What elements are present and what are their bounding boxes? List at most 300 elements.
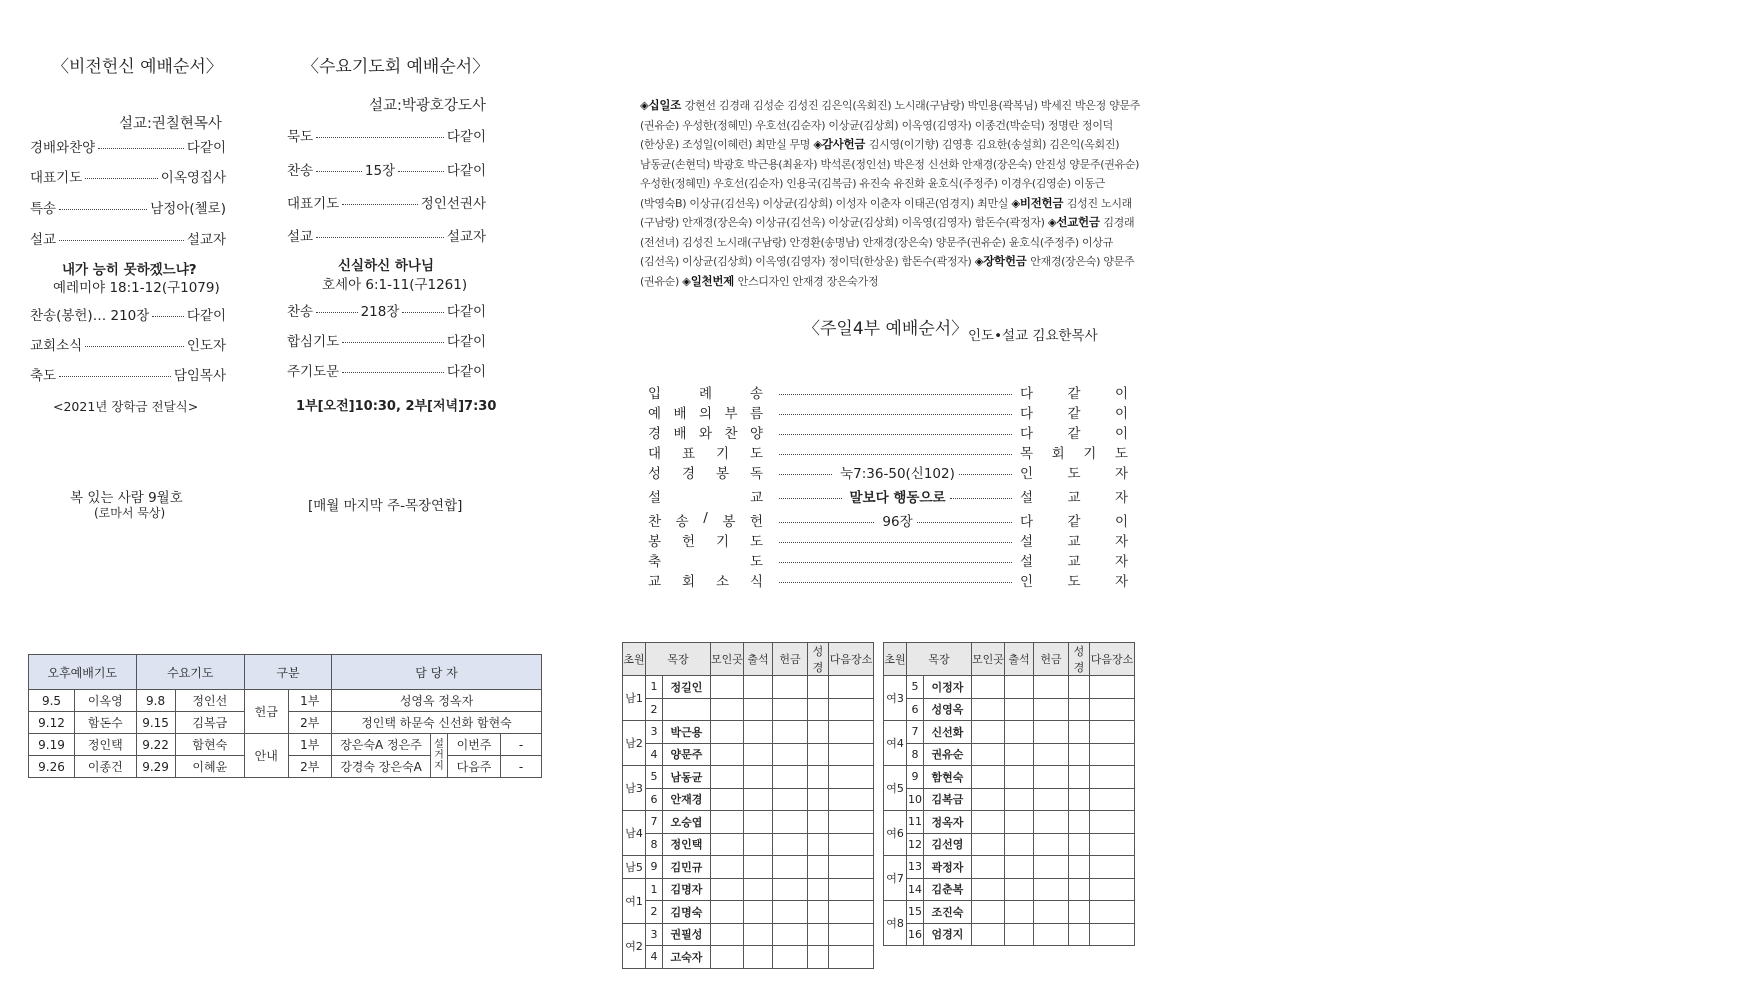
empty-cell[interactable] — [711, 923, 744, 946]
empty-cell[interactable] — [829, 698, 874, 721]
cell-number: 6 — [907, 698, 924, 721]
sunday4-item-label — [648, 382, 763, 402]
table-row — [884, 923, 1135, 946]
empty-cell[interactable] — [1090, 923, 1135, 946]
empty-cell[interactable] — [711, 878, 744, 901]
vision-item: 대표기도 이옥영집사 — [30, 170, 226, 186]
sunday4-item-detail: 96장 — [882, 514, 913, 530]
label-char: 헌 — [681, 534, 696, 550]
label-char: 의 — [698, 406, 713, 422]
table-row — [884, 766, 1135, 789]
empty-cell[interactable] — [1069, 743, 1090, 766]
sunday4-item-value — [1020, 570, 1128, 590]
empty-cell[interactable] — [808, 878, 829, 901]
empty-cell[interactable] — [773, 923, 808, 946]
wednesday-sermon-title: 신실하신 하나님 — [338, 258, 434, 274]
sunday4-item — [648, 487, 1128, 505]
group-header: 모인곳 — [711, 643, 744, 676]
sunday4-leader: 인도•설교 김요한목사 — [968, 328, 1098, 344]
label-char: 기 — [715, 534, 730, 550]
empty-cell[interactable] — [711, 946, 744, 969]
empty-cell[interactable] — [1005, 676, 1034, 699]
empty-cell[interactable] — [1005, 698, 1034, 721]
empty-cell[interactable] — [744, 833, 773, 856]
label-char: 대 — [648, 446, 662, 462]
empty-cell[interactable] — [711, 743, 744, 766]
wednesday-title: 〈수요기도회 예배순서〉 — [302, 57, 490, 77]
table-row — [884, 743, 1135, 766]
sunday4-item-value — [1020, 422, 1128, 442]
offering-category: ◈십일조 — [640, 98, 685, 112]
empty-cell[interactable] — [1034, 878, 1069, 901]
empty-cell[interactable] — [1090, 721, 1135, 744]
empty-cell[interactable] — [744, 698, 773, 721]
label-char: 설 — [648, 490, 662, 506]
empty-cell[interactable] — [1005, 721, 1034, 744]
empty-cell[interactable] — [1005, 833, 1034, 856]
cell-leader: 박근용 — [663, 721, 711, 744]
label-char: 소 — [715, 574, 730, 590]
table-row — [884, 833, 1135, 856]
cell-number: 15 — [907, 901, 924, 924]
empty-cell[interactable] — [829, 878, 874, 901]
sunday4-item-label — [648, 422, 763, 442]
cell-number: 1 — [646, 676, 663, 699]
empty-cell[interactable] — [1005, 901, 1034, 924]
offering-category: ◈장학헌금 — [974, 254, 1031, 268]
label-char: 헌 — [749, 514, 763, 530]
empty-cell[interactable] — [1005, 856, 1034, 879]
sunday4-item-label — [648, 530, 763, 550]
empty-cell[interactable] — [773, 766, 808, 789]
wednesday-item: 설교 설교자 — [287, 229, 486, 245]
sunday4-item-value — [1020, 510, 1128, 530]
group-header: 다음장소 — [1090, 643, 1135, 676]
empty-cell[interactable] — [773, 856, 808, 879]
label-char: 입 — [648, 386, 662, 402]
empty-cell[interactable] — [972, 721, 1005, 744]
sunday4-item-label — [648, 486, 763, 506]
empty-cell[interactable] — [808, 676, 829, 699]
empty-cell[interactable] — [972, 923, 1005, 946]
empty-cell[interactable] — [972, 833, 1005, 856]
vision-sermon-title: 내가 능히 못하겠느냐? — [62, 262, 197, 278]
value-char: 자 — [1114, 490, 1128, 506]
vision-item: 축도 담임목사 — [30, 368, 226, 384]
empty-cell[interactable] — [1005, 743, 1034, 766]
cell-leader: 김춘복 — [924, 878, 972, 901]
sunday4-item — [648, 531, 1128, 549]
empty-cell[interactable] — [711, 833, 744, 856]
label-char: 표 — [681, 446, 696, 462]
group-name: 여6 — [884, 811, 907, 856]
empty-cell[interactable] — [711, 811, 744, 834]
label-char: 교 — [749, 490, 763, 506]
value-char: 도 — [1067, 574, 1081, 590]
offering-names: 안재경(장은숙) 양문주(권유순) — [640, 255, 1135, 288]
label-char: 송 — [675, 514, 689, 530]
group-header: 출석 — [1005, 643, 1034, 676]
table-row — [884, 811, 1135, 834]
group-name: 여2 — [623, 923, 646, 968]
empty-cell[interactable] — [1090, 833, 1135, 856]
empty-cell[interactable] — [1034, 923, 1069, 946]
label-char: 배 — [673, 426, 687, 442]
empty-cell[interactable] — [829, 923, 874, 946]
empty-cell[interactable] — [1069, 878, 1090, 901]
wednesday-item: 찬송 15장 다같이 — [287, 163, 487, 179]
label-char: / — [703, 510, 708, 526]
value-char: 자 — [1114, 534, 1128, 550]
label-char: 례 — [698, 386, 713, 402]
empty-cell[interactable] — [711, 698, 744, 721]
empty-cell[interactable] — [829, 676, 874, 699]
empty-cell[interactable] — [972, 676, 1005, 699]
blessed-sub: (로마서 묵상) — [94, 506, 166, 520]
empty-cell[interactable] — [972, 766, 1005, 789]
table-row — [884, 788, 1135, 811]
sunday4-item-value — [1020, 402, 1128, 422]
cell-number: 4 — [646, 946, 663, 969]
table-row — [884, 676, 1135, 699]
cell-number: 6 — [646, 788, 663, 811]
offering-category: ◈선교헌금 — [1047, 215, 1104, 229]
empty-cell[interactable] — [1069, 721, 1090, 744]
empty-cell[interactable] — [1069, 923, 1090, 946]
table-header-row — [884, 643, 1135, 676]
empty-cell[interactable] — [744, 788, 773, 811]
empty-cell[interactable] — [1034, 698, 1069, 721]
value-char: 인 — [1020, 574, 1034, 590]
duty-table — [28, 654, 542, 778]
cell-leader: 남동균 — [663, 766, 711, 789]
group-table-left — [622, 642, 874, 969]
cell-leader: 김복금 — [924, 788, 972, 811]
sunday4-item-detail: 말보다 행동으로 — [849, 490, 946, 506]
cell-number: 3 — [646, 923, 663, 946]
empty-cell[interactable] — [808, 923, 829, 946]
group-header: 모인곳 — [972, 643, 1005, 676]
empty-cell[interactable] — [1034, 721, 1069, 744]
empty-cell[interactable] — [744, 766, 773, 789]
cell-leader: 김명숙 — [663, 901, 711, 924]
vision-title: 〈비전헌신 예배순서〉 — [52, 57, 223, 77]
label-char: 예 — [648, 406, 662, 422]
empty-cell[interactable] — [1090, 698, 1135, 721]
empty-cell[interactable] — [1034, 833, 1069, 856]
empty-cell[interactable] — [972, 811, 1005, 834]
empty-cell[interactable] — [1090, 766, 1135, 789]
group-name: 남1 — [623, 676, 646, 721]
empty-cell[interactable] — [1069, 856, 1090, 879]
empty-cell[interactable] — [972, 698, 1005, 721]
cell-number: 9 — [907, 766, 924, 789]
group-name: 남5 — [623, 856, 646, 879]
empty-cell[interactable] — [972, 788, 1005, 811]
empty-cell[interactable] — [1034, 901, 1069, 924]
label-char: 기 — [715, 446, 730, 462]
cell-leader: 오승엽 — [663, 811, 711, 834]
empty-cell[interactable] — [1034, 788, 1069, 811]
sunday4-item-label — [648, 402, 763, 422]
empty-cell[interactable] — [1034, 766, 1069, 789]
empty-cell[interactable] — [744, 721, 773, 744]
empty-cell[interactable] — [1090, 878, 1135, 901]
cell-number: 14 — [907, 878, 924, 901]
empty-cell[interactable] — [744, 923, 773, 946]
label-char: 도 — [749, 554, 763, 570]
value-char: 자 — [1114, 554, 1128, 570]
group-name: 남4 — [623, 811, 646, 856]
label-char: 축 — [648, 554, 662, 570]
duty-header: 구분 — [245, 655, 332, 690]
group-header: 목장 — [907, 643, 972, 676]
empty-cell[interactable] — [808, 698, 829, 721]
cell-leader: 정길인 — [663, 676, 711, 699]
table-row — [623, 878, 874, 901]
table-row — [623, 811, 874, 834]
cell-number: 16 — [907, 923, 924, 946]
label-char: 배 — [673, 406, 687, 422]
empty-cell[interactable] — [744, 676, 773, 699]
empty-cell[interactable] — [773, 743, 808, 766]
empty-cell[interactable] — [1090, 856, 1135, 879]
empty-cell[interactable] — [744, 743, 773, 766]
empty-cell[interactable] — [829, 788, 874, 811]
empty-cell[interactable] — [711, 721, 744, 744]
cell-leader: 김명자 — [663, 878, 711, 901]
empty-cell[interactable] — [1069, 676, 1090, 699]
group-name: 여5 — [884, 766, 907, 811]
empty-cell[interactable] — [711, 788, 744, 811]
duty-header: 오후예배기도 — [29, 655, 137, 690]
empty-cell[interactable] — [1005, 811, 1034, 834]
empty-cell[interactable] — [744, 901, 773, 924]
sunday4-item-label — [648, 570, 763, 590]
table-row — [623, 788, 874, 811]
empty-cell[interactable] — [972, 901, 1005, 924]
empty-cell[interactable] — [829, 721, 874, 744]
sunday4-item — [648, 443, 1128, 461]
cell-leader: 정옥자 — [924, 811, 972, 834]
table-row — [884, 856, 1135, 879]
empty-cell[interactable] — [829, 946, 874, 969]
empty-cell[interactable] — [711, 856, 744, 879]
empty-cell[interactable] — [773, 878, 808, 901]
empty-cell[interactable] — [1005, 878, 1034, 901]
group-name: 여4 — [884, 721, 907, 766]
label-char: 름 — [749, 406, 763, 422]
cell-number: 2 — [646, 698, 663, 721]
table-row — [884, 878, 1135, 901]
sunday4-item — [648, 463, 1128, 481]
empty-cell[interactable] — [808, 766, 829, 789]
empty-cell[interactable] — [808, 946, 829, 969]
group-name: 남2 — [623, 721, 646, 766]
table-row: 9.12 함돈수 9.15 김복금 2부 정인택 하문숙 신선화 함현숙 — [29, 712, 542, 734]
empty-cell[interactable] — [808, 721, 829, 744]
label-char: 회 — [681, 574, 696, 590]
group-name: 여7 — [884, 856, 907, 901]
label-char: 부 — [724, 406, 738, 422]
empty-cell[interactable] — [808, 856, 829, 879]
empty-cell[interactable] — [1090, 788, 1135, 811]
vision-preacher: 설교:권칠현목사 — [119, 116, 222, 132]
cell-leader: 곽정자 — [924, 856, 972, 879]
empty-cell[interactable] — [829, 901, 874, 924]
sunday4-item-value — [1020, 550, 1128, 570]
empty-cell[interactable] — [744, 811, 773, 834]
label-char: 송 — [749, 386, 763, 402]
empty-cell[interactable] — [744, 856, 773, 879]
cell-leader — [663, 698, 711, 721]
empty-cell[interactable] — [1069, 788, 1090, 811]
cell-leader: 이정자 — [924, 676, 972, 699]
empty-cell[interactable] — [1069, 811, 1090, 834]
empty-cell[interactable] — [773, 811, 808, 834]
offering-list — [640, 96, 1145, 291]
sunday4-item-label — [648, 462, 763, 482]
label-char: 성 — [648, 466, 662, 482]
value-char: 도 — [1067, 466, 1081, 482]
group-header: 출석 — [744, 643, 773, 676]
empty-cell[interactable] — [744, 946, 773, 969]
table-row — [884, 901, 1135, 924]
cell-leader: 고숙자 — [663, 946, 711, 969]
table-row — [623, 946, 874, 969]
empty-cell[interactable] — [1034, 743, 1069, 766]
empty-cell[interactable] — [1005, 766, 1034, 789]
cell-number: 5 — [646, 766, 663, 789]
cell-number: 3 — [646, 721, 663, 744]
empty-cell[interactable] — [711, 766, 744, 789]
empty-cell[interactable] — [1069, 833, 1090, 856]
empty-cell[interactable] — [1069, 766, 1090, 789]
cell-number: 5 — [907, 676, 924, 699]
empty-cell[interactable] — [711, 676, 744, 699]
empty-cell[interactable] — [829, 811, 874, 834]
offering-category: ◈비전헌금 — [1011, 195, 1067, 210]
value-char: 기 — [1083, 446, 1097, 462]
value-char: 자 — [1114, 466, 1128, 482]
empty-cell[interactable] — [829, 766, 874, 789]
empty-cell[interactable] — [773, 698, 808, 721]
cell-leader: 권필성 — [663, 923, 711, 946]
label-char: 봉 — [722, 514, 736, 530]
empty-cell[interactable] — [1034, 811, 1069, 834]
empty-cell[interactable] — [1090, 901, 1135, 924]
label-char: 교 — [648, 574, 662, 590]
empty-cell[interactable] — [829, 856, 874, 879]
empty-cell[interactable] — [972, 856, 1005, 879]
wednesday-item: 합심기도 다같이 — [287, 334, 486, 350]
sunday4-item-label — [648, 550, 763, 570]
empty-cell[interactable] — [808, 901, 829, 924]
offering-names: 안스디자인 안재경 장은숙가정 — [737, 274, 879, 288]
empty-cell[interactable] — [744, 878, 773, 901]
empty-cell[interactable] — [829, 743, 874, 766]
cell-number: 8 — [907, 743, 924, 766]
empty-cell[interactable] — [808, 743, 829, 766]
empty-cell[interactable] — [1034, 856, 1069, 879]
empty-cell[interactable] — [972, 878, 1005, 901]
value-char: 교 — [1067, 490, 1081, 506]
offering-category: ◈일천번제 — [682, 273, 738, 288]
empty-cell[interactable] — [773, 901, 808, 924]
cell-leader: 권유순 — [924, 743, 972, 766]
empty-cell[interactable] — [808, 833, 829, 856]
empty-cell[interactable] — [1034, 676, 1069, 699]
empty-cell[interactable] — [773, 788, 808, 811]
offering-category: ◈감사헌금 — [813, 137, 869, 151]
sunday4-item-value — [1020, 462, 1128, 482]
empty-cell[interactable] — [1090, 743, 1135, 766]
empty-cell[interactable] — [808, 788, 829, 811]
empty-cell[interactable] — [773, 721, 808, 744]
cell-number: 13 — [907, 856, 924, 879]
empty-cell[interactable] — [1090, 676, 1135, 699]
wednesday-item: 찬송 218장 다같이 — [287, 304, 486, 320]
empty-cell[interactable] — [773, 676, 808, 699]
empty-cell[interactable] — [1005, 788, 1034, 811]
value-char: 도 — [1114, 446, 1128, 462]
cell-leader: 정인택 — [663, 833, 711, 856]
empty-cell[interactable] — [1090, 811, 1135, 834]
value-char: 설 — [1020, 490, 1034, 506]
cell-leader: 성영옥 — [924, 698, 972, 721]
wednesday-preacher: 설교:박광호강도사 — [369, 98, 486, 114]
empty-cell[interactable] — [773, 833, 808, 856]
empty-cell[interactable] — [972, 743, 1005, 766]
value-char: 이 — [1114, 426, 1128, 442]
group-header: 목장 — [646, 643, 711, 676]
vision-item: 찬송(봉헌)… 210장 다같이 — [30, 308, 226, 324]
wednesday-monthly: [매월 마지막 주-목장연합] — [308, 498, 463, 514]
wednesday-item: 묵도 다같이 — [287, 129, 486, 145]
label-char: 와 — [698, 426, 713, 442]
table-row: 9.5 이옥영 9.8 정인선 헌금 1부 성영옥 정옥자 — [29, 690, 542, 712]
group-name: 여3 — [884, 676, 907, 721]
empty-cell[interactable] — [1069, 901, 1090, 924]
empty-cell[interactable] — [1069, 698, 1090, 721]
label-char: 독 — [749, 466, 763, 482]
empty-cell[interactable] — [808, 811, 829, 834]
cell-number: 8 — [646, 833, 663, 856]
value-char: 같 — [1067, 406, 1081, 422]
empty-cell[interactable] — [773, 946, 808, 969]
sunday4-item-value — [1020, 530, 1128, 550]
table-row — [623, 923, 874, 946]
value-char: 같 — [1067, 426, 1081, 442]
label-char: 도 — [749, 534, 763, 550]
group-header: 헌금 — [1034, 643, 1069, 676]
sunday4-item — [648, 511, 1128, 529]
sunday4-item-detail: 눅7:36-50(신102) — [840, 466, 955, 482]
offering-names: 김시영(이기향) 김영흥 김요한(송설희) 김은익(옥회진) 남동균(손현덕) 박광호 박근용(최윤자) 박석론(정인선) 박은정 신선화 안재경(장은숙) 안진성 양문주(권유순) 우성한(정혜민) 우호선(김순자) 인용국(김복금) 유진숙 유진화 윤호식(주정주) 이경우(김영순) 이동근(박영숙B) 이상규(김선옥) 이상균(김상희) 이성자 이춘자 이태곤(엄경지) 최만실 — [640, 138, 1140, 210]
cell-leader: 함현숙 — [924, 766, 972, 789]
wednesday-item: 대표기도 정인선권사 — [287, 196, 486, 212]
sunday4-item — [648, 403, 1128, 421]
label-char: 양 — [749, 426, 763, 442]
table-row — [623, 698, 874, 721]
blessed-title: 복 있는 사람 9월호 — [70, 490, 183, 506]
group-header: 초원 — [623, 643, 646, 676]
empty-cell[interactable] — [829, 833, 874, 856]
cell-number: 1 — [646, 878, 663, 901]
empty-cell[interactable] — [1005, 923, 1034, 946]
cell-number: 11 — [907, 811, 924, 834]
empty-cell[interactable] — [711, 901, 744, 924]
